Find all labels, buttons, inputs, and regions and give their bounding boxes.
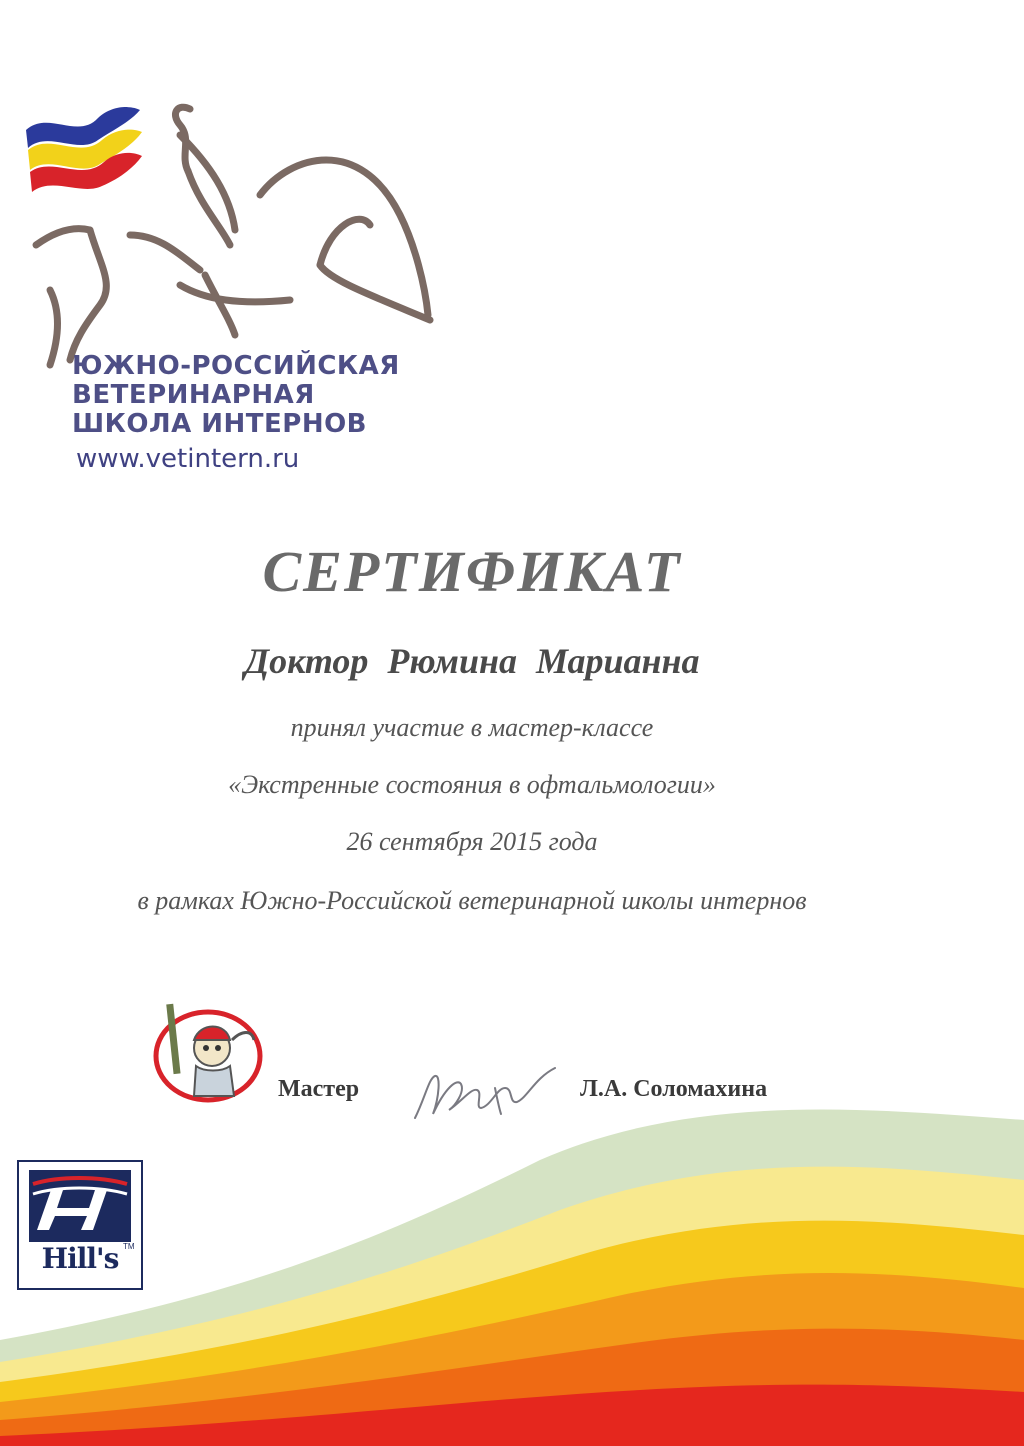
hills-logo (17, 1160, 143, 1290)
organization-website: www.vetintern.ru (76, 444, 300, 474)
hills-logo-icon (29, 1170, 131, 1242)
organization-name-line-2: ВЕТЕРИНАРНАЯ (72, 380, 315, 410)
course-title: «Экстренные состояния в офтальмологии» (228, 770, 716, 799)
master-name: Л.А. Соломахина (580, 1076, 768, 1102)
course-context: в рамках Южно-Российской ветеринарной школы интернов (137, 886, 807, 915)
organization-name (72, 352, 400, 439)
master-label: Мастер (278, 1076, 360, 1102)
recipient-name: Доктор Рюмина Марианна (244, 641, 700, 681)
course-date: 26 сентября 2015 года (346, 827, 598, 856)
organization-name-line-3: ШКОЛА ИНТЕРНОВ (72, 409, 367, 439)
participation-text: принял участие в мастер-классе (290, 713, 654, 742)
cartoon-mascot-icon (150, 1000, 266, 1106)
organization-name-line-1: ЮЖНО-РОССИЙСКАЯ (72, 351, 400, 381)
hills-brand-text: Hill's (41, 1242, 119, 1275)
certificate-title: СЕРТИФИКАТ (262, 539, 682, 604)
rainbow-waves-decoration (0, 1100, 1024, 1446)
horse-rider-logo (30, 95, 450, 385)
hills-trademark: TM (123, 1242, 135, 1251)
